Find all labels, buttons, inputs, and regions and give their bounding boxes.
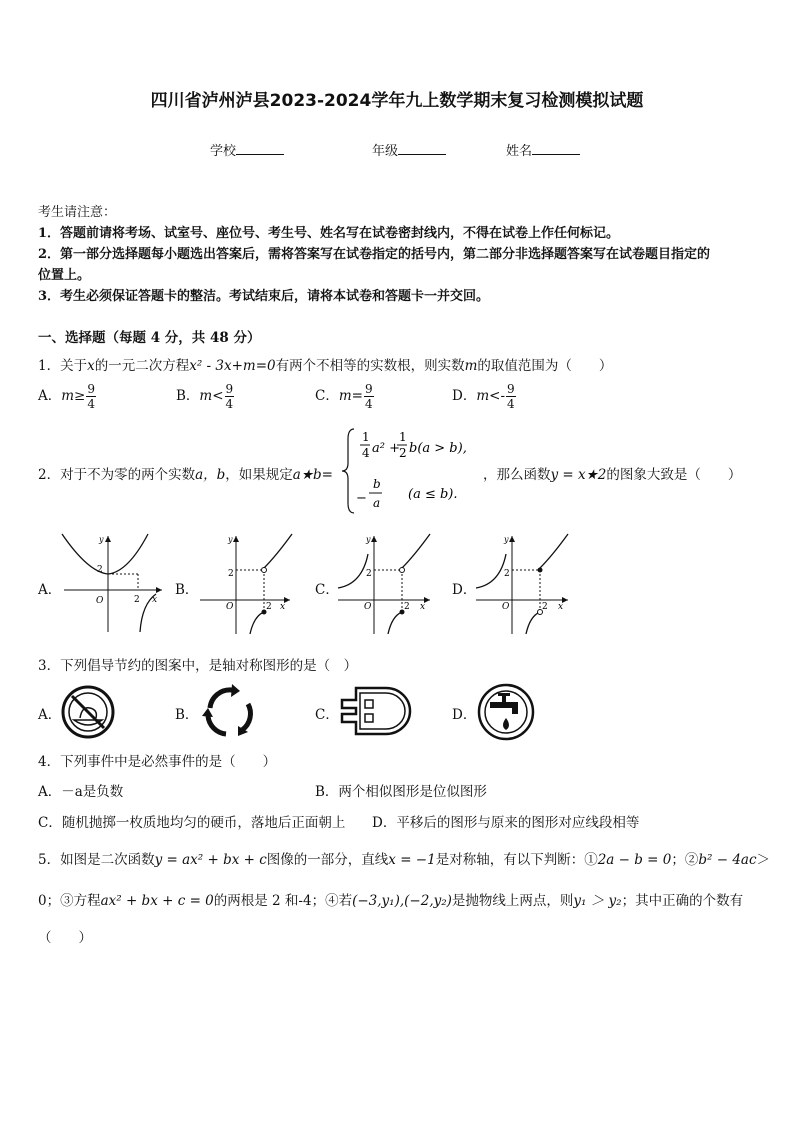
- svg-text:O: O: [364, 602, 372, 612]
- q2-piecewise-definition: [340, 425, 500, 517]
- notice-item: 2．第一部分选择题每小题选出答案后，需将答案写在试卷指定的括号内，第二部分非选择题答案写在试卷题目指定的: [38, 247, 711, 262]
- svg-text:y: y: [99, 535, 104, 544]
- notice-heading: 考生请注意：: [38, 205, 117, 220]
- frac-num: 1: [399, 430, 407, 444]
- q3-water-tap-icon[interactable]: [476, 682, 536, 742]
- q4-option-b[interactable]: B．两个相似图形是位似图形: [315, 784, 487, 800]
- q3-recycle-arrows-icon[interactable]: [198, 682, 262, 742]
- svg-text:y: y: [504, 535, 509, 544]
- svg-text:y: y: [366, 535, 371, 544]
- case1-term: a² +: [372, 441, 400, 456]
- q3-no-waste-food-icon[interactable]: [60, 684, 116, 740]
- notice-item: 1．答题前请将考场、试室号、座位号、考生号、姓名写在试卷密封线内，不得在试卷上作任何标记。: [38, 226, 620, 241]
- section-heading: 一、选择题（每题 4 分，共 48 分）: [38, 330, 261, 346]
- svg-text:2: 2: [134, 595, 140, 605]
- q2-graph-a[interactable]: [58, 532, 166, 636]
- q2-option-b-label[interactable]: B．: [175, 582, 199, 598]
- svg-text:x: x: [558, 602, 564, 612]
- q2-graph-c[interactable]: [334, 532, 434, 636]
- q3-option-a-label[interactable]: A．: [38, 707, 62, 723]
- q4-stem: 4．下列事件中是必然事件的是（ ）: [38, 754, 277, 770]
- case1-cond: b(a > b),: [409, 441, 467, 456]
- notice-item: 3．考生必须保证答题卡的整洁。考试结束后，请将本试卷和答题卡一并交回。: [38, 289, 490, 304]
- q2-graph-d[interactable]: [472, 532, 572, 636]
- svg-text:2: 2: [97, 565, 103, 575]
- svg-text:x: x: [280, 602, 286, 612]
- q3-power-plug-icon[interactable]: [338, 684, 416, 738]
- q2-option-d-label[interactable]: D．: [452, 582, 477, 598]
- q5-line-2: 0；③方程ax² + bx + c = 0的两根是 2 和-4；④若(−3,y₁),(−2,y₂)是抛物线上两点，则y₁ ＞ y₂；其中正确的个数有: [38, 893, 744, 909]
- svg-text:x: x: [152, 595, 158, 605]
- svg-text:O: O: [502, 602, 510, 612]
- svg-text:2: 2: [504, 569, 510, 579]
- q2-graph-b[interactable]: [196, 532, 296, 636]
- q4-option-c[interactable]: C．随机抛掷一枚质地均匀的硬币，落地后正面朝上: [38, 815, 346, 831]
- frac-den: 2: [399, 446, 407, 460]
- q1-option-d[interactable]: D．m<- $\frac{9}{4}$: [452, 382, 515, 411]
- case2-cond: (a ≤ b).: [408, 487, 458, 502]
- q5-answer-bracket: （ ）: [38, 930, 92, 946]
- frac-num: 1: [362, 430, 370, 444]
- q5-line-1: 5．如图是二次函数y = ax² + bx + c图像的一部分，直线x = −1是对称轴，有以下判断：①2a − b = 0；②b² − 4ac＞: [38, 852, 771, 868]
- q2-stem-left: 2．对于不为零的两个实数a，b，如果规定a★b=: [38, 467, 333, 483]
- q3-option-b-label[interactable]: B．: [175, 707, 199, 723]
- frac-num: b: [373, 477, 381, 491]
- q1-option-c[interactable]: C．m= $\frac{9}{4}$: [315, 382, 373, 411]
- name-field[interactable]: 姓名: [506, 140, 580, 159]
- q1-stem: 1．关于x的一元二次方程x² - 3x+m=0有两个不相等的实数根，则实数m的取值范围为（ ）: [38, 358, 613, 374]
- notice-item: 位置上。: [38, 268, 91, 283]
- q3-option-c-label[interactable]: C．: [315, 707, 339, 723]
- svg-text:y: y: [228, 535, 233, 544]
- svg-text:2: 2: [542, 602, 548, 612]
- svg-text:2: 2: [366, 569, 372, 579]
- svg-text:x: x: [420, 602, 426, 612]
- svg-text:2: 2: [266, 602, 272, 612]
- svg-text:O: O: [226, 602, 234, 612]
- q1-option-a[interactable]: A．m≥ $\frac{9}{4}$: [38, 382, 96, 411]
- notice-block: [38, 202, 768, 307]
- page-title: 四川省泸州泸县2023-2024学年九上数学期末复习检测模拟试题: [150, 91, 644, 111]
- frac-den: 4: [362, 446, 370, 460]
- school-field[interactable]: 学校: [210, 140, 284, 159]
- q2-option-a-label[interactable]: A．: [38, 582, 62, 598]
- q1-option-b[interactable]: B．m< $\frac{9}{4}$: [176, 382, 234, 411]
- q2-option-c-label[interactable]: C．: [315, 582, 339, 598]
- q4-option-d[interactable]: D．平移后的图形与原来的图形对应线段相等: [372, 815, 640, 831]
- svg-text:O: O: [96, 596, 104, 606]
- svg-text:2: 2: [404, 602, 410, 612]
- q2-stem-right: ，那么函数y = x★2的图象大致是（ ）: [483, 467, 742, 483]
- frac-den: a: [373, 496, 381, 510]
- q3-option-d-label[interactable]: D．: [452, 707, 477, 723]
- svg-text:2: 2: [228, 569, 234, 579]
- q3-stem: 3．下列倡导节约的图案中，是轴对称图形的是（ ）: [38, 658, 358, 674]
- q4-option-a[interactable]: A．－a是负数: [38, 784, 124, 800]
- grade-field[interactable]: 年级: [372, 140, 446, 159]
- minus-sign: −: [356, 491, 367, 506]
